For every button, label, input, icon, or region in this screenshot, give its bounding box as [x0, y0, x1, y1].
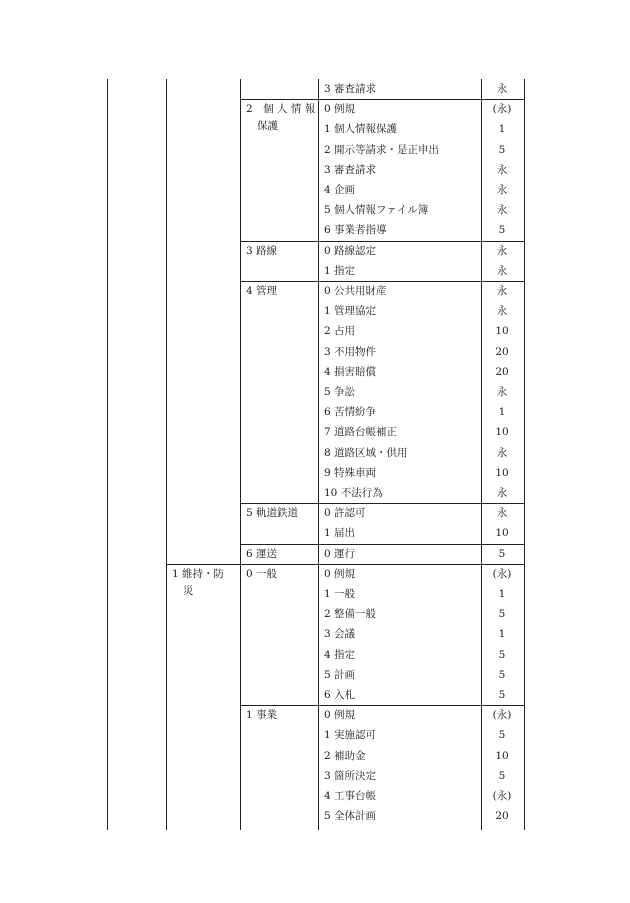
- table-row-item: 9 特殊車両: [324, 466, 377, 479]
- subcategory-label: 1 事業: [246, 709, 278, 722]
- table-row-item: 5 計画: [324, 668, 356, 681]
- table-row-retention: 永: [496, 487, 508, 499]
- table-row-item: 0 公共用財産: [324, 285, 387, 297]
- table-row-retention: 永: [496, 446, 508, 459]
- table-row-item: 0 許認可: [324, 507, 366, 520]
- table-row-retention: (永): [492, 103, 512, 116]
- table-row-item: 5 争訟: [324, 386, 356, 398]
- table-row-item: 2 占用: [324, 325, 356, 338]
- subcategory-label: 5 軌道鉄道: [246, 507, 299, 520]
- table-row-item: 7 道路台帳補正: [324, 426, 398, 439]
- table-row-retention: 10: [495, 325, 509, 338]
- table-row-item: 1 指定: [324, 264, 356, 277]
- table-row-retention: 5: [498, 224, 506, 237]
- table-row-item: 3 不用物件: [324, 345, 377, 358]
- table-row-retention: 永: [496, 204, 508, 217]
- table-row-item: 0 路線認定: [324, 244, 377, 257]
- column-rule: [318, 79, 319, 830]
- column-rule: [107, 79, 108, 830]
- table-row-retention: 永: [496, 507, 508, 520]
- table-row-retention: 5: [498, 608, 506, 621]
- table-row-retention: (永): [492, 790, 512, 802]
- table-row-retention: 1: [498, 406, 506, 419]
- table-row-item: 4 損害賠償: [324, 365, 377, 378]
- table-row-item: 4 企画: [324, 184, 356, 196]
- table-row-retention: 10: [495, 749, 509, 762]
- table-row-item: 6 苦情紛争: [324, 406, 377, 419]
- table-row-item: 6 入札: [324, 689, 356, 701]
- table-row-retention: 永: [496, 184, 508, 196]
- table-row-item: 8 道路区域・供用: [324, 446, 408, 459]
- table-row-retention: 永: [496, 285, 508, 297]
- subcategory-label: 3 路線: [246, 244, 278, 257]
- table-row-retention: 20: [495, 365, 509, 378]
- table-row-retention: 20: [495, 345, 509, 358]
- table-row-item: 0 例規: [324, 567, 356, 580]
- table-row-retention: 5: [498, 769, 506, 782]
- column-rule: [240, 79, 241, 830]
- table-row-item: 3 審査請求: [324, 163, 377, 176]
- table-row-item: 2 開示等請求・是正申出: [324, 143, 440, 156]
- subcategory-label-line2: 保護: [257, 120, 278, 133]
- table-row-item: 3 会議: [324, 628, 356, 641]
- table-row-retention: 10: [495, 466, 509, 479]
- table-row-retention: 5: [498, 689, 506, 701]
- table-row-item: 0 運行: [324, 547, 356, 560]
- table-row-retention: 1: [498, 628, 506, 641]
- table-row-item: 2 整備一般: [324, 608, 377, 621]
- table-row-item: 4 工事台帳: [324, 790, 377, 802]
- column-rule: [166, 79, 167, 830]
- table-row-retention: 1: [498, 123, 506, 136]
- table-row-item: 5 個人情報ファイル簿: [324, 204, 429, 217]
- table-row-retention: 永: [496, 83, 508, 95]
- table-row-item: 4 指定: [324, 648, 356, 661]
- table-row-retention: 10: [495, 527, 509, 540]
- table-row-item: 2 補助金: [324, 749, 366, 762]
- table-row-retention: 永: [496, 305, 508, 318]
- table-row-item: 3 審査請求: [324, 83, 377, 95]
- table-row-retention: 5: [498, 668, 506, 681]
- subcategory-label: 0 一般: [246, 567, 278, 580]
- table-row-retention: 10: [495, 426, 509, 439]
- table-row-item: 6 事業者指導: [324, 224, 387, 237]
- table-row-retention: 5: [498, 143, 506, 156]
- middle-category-label: 1 維持・防: [172, 567, 225, 580]
- table-row-item: 10 不法行為: [324, 487, 383, 499]
- table-row-retention: (永): [492, 567, 512, 580]
- middle-category-label-line2: 災: [183, 584, 194, 597]
- subcategory-label: 4 管理: [246, 285, 278, 297]
- table-row-retention: 永: [496, 163, 508, 176]
- table-row-retention: 1: [498, 588, 506, 600]
- table-row-retention: 20: [495, 810, 509, 823]
- table-row-retention: (永): [492, 709, 512, 722]
- subcategory-label: 2 個 人 情 報: [246, 103, 316, 116]
- table-row-item: 0 例規: [324, 103, 356, 116]
- table-row-item: 1 届出: [324, 527, 356, 540]
- subcategory-label: 6 運送: [246, 547, 278, 560]
- table-row-retention: 5: [498, 648, 506, 661]
- table-row-retention: 5: [498, 729, 506, 742]
- table-row-item: 5 全体計画: [324, 810, 377, 823]
- table-row-item: 1 一般: [324, 588, 356, 600]
- table-row-item: 1 管理協定: [324, 305, 377, 318]
- table-row-item: 1 実施認可: [324, 729, 377, 742]
- column-rule: [524, 79, 525, 830]
- table-row-retention: 5: [498, 547, 506, 560]
- table-row-retention: 永: [496, 244, 508, 257]
- table-row-item: 3 箇所決定: [324, 769, 377, 782]
- table-row-retention: 永: [496, 264, 508, 277]
- table-row-item: 0 例規: [324, 709, 356, 722]
- table-row-item: 1 個人情報保護: [324, 123, 398, 136]
- table-row-retention: 永: [496, 386, 508, 398]
